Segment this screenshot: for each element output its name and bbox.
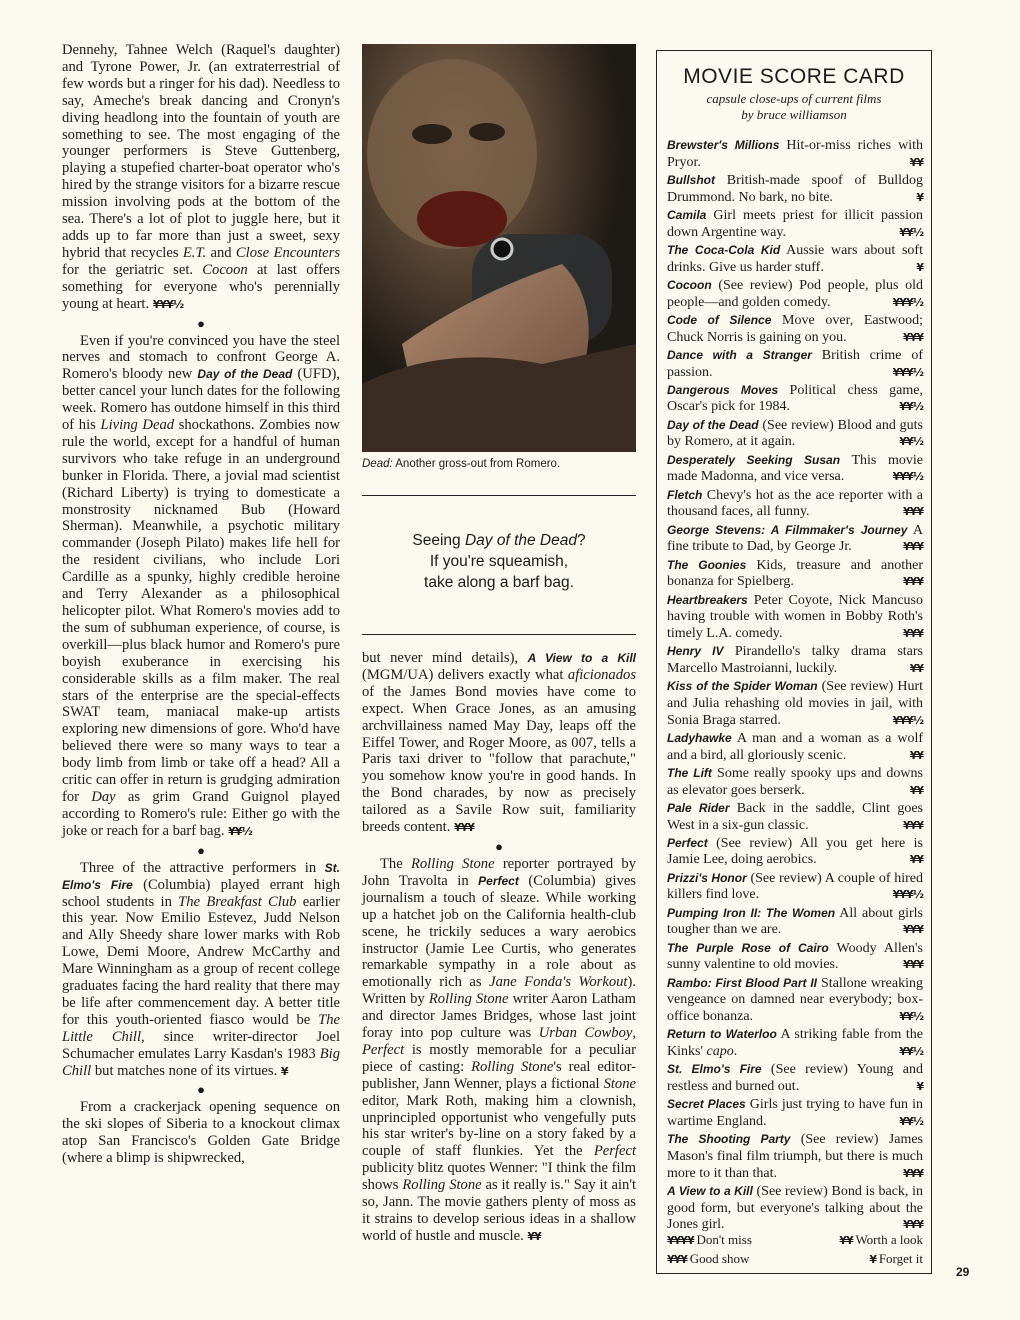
film-title: The Shooting Party [667,1132,791,1147]
star-rating: ¥ [916,190,923,204]
divider-line [362,495,636,496]
film-title: Fletch [667,487,703,502]
review-paragraph: Three of the attractive performers in St. Elmo's Fire (Columbia) played errant high school students in The Breakfast Club earlier this year. Now Emilio Estevez, Judd Nelson and Ally Sheedy share lower marks with Rob Lowe, Demi Moore, Andrew McCarthy and Mare Winningham as a group of recent college graduates facing the hard reality that there may be life after commencement day. A better title for this youth-oriented fiasco would be The Little Chill, since writer-director Joel Schumacher emulates Larry Kasdan's 1983 Big Chill but matches none of its virtues. ¥ [62,859,341,1079]
film-title: Heartbreakers [667,592,748,607]
film-title: Rambo: First Blood Part II [667,975,818,990]
score-card-entry: The Goonies Kids, treasure and another bonanza for Spielberg. ¥¥¥ [667,557,923,590]
star-rating: ¥¥¥½ [892,713,923,727]
star-rating: ¥¥ [909,155,923,169]
film-title: Dangerous Moves [667,382,779,397]
score-card-entry: The Lift Some really spooky ups and downs as elevator goes berserk. ¥¥ [667,765,923,798]
film-title: St. Elmo's Fire [62,860,340,892]
separator-dot: ● [495,838,503,854]
star-rating: ¥¥ [909,853,923,867]
score-card-entry: Secret Places Girls just trying to have fun in wartime England. ¥¥½ [667,1097,923,1129]
page-number: 29 [956,1265,970,1279]
film-title: Pale Rider [667,800,730,815]
star-rating: ¥¥¥ [903,1218,923,1232]
score-card-entry: Cocoon (See review) Pod people, plus old people—and golden comedy. ¥¥¥½ [667,277,923,310]
film-title: Return to Waterloo [667,1027,777,1042]
legend-item: ¥¥¥¥ Don't miss [667,1232,752,1247]
star-rating: ¥¥ [909,661,923,675]
star-rating: ¥¥¥ [903,1166,923,1180]
score-card-entry: Brewster's Millions Hit-or-miss riches with Pryor. ¥¥ [667,138,923,170]
film-title: A View to a Kill [667,1183,753,1198]
star-rating: ¥¥¥ [903,575,923,589]
star-rating: ¥¥¥ [903,505,923,519]
score-card-entry: The Coca-Cola Kid Aussie wars about soft drinks. Give us harder stuff. ¥ [667,242,923,275]
score-card-entry: Dance with a Stranger British crime of passion. ¥¥¥½ [667,347,923,380]
film-title: Camila [667,207,707,222]
article-column-1 [62,42,340,1169]
review-paragraph: The Rolling Stone reporter portrayed by John Travolta in Perfect (Columbia) gives journalism a touch of sleaze. While working up a hatchet job on the California health-club scene, he trickily seduces a wary aerobics instructor (Jamie Lee Curtis, who generates remarkable sympathy in a role about as emotionally rich as Jane Fonda's Workout). Written by Rolling Stone writer Aaron Latham and director James Bridges, whose last joint foray into pop culture was Urban Cowboy, Perfect is mostly memorable for a peculiar piece of casting: Rolling Stone's real editor-publisher, Jann Wenner, plays a fictional Stone editor, Mark Roth, making him a clownish, unprincipled opportunist who vengefully puts his star writer's by-line on a story faked by a couple of staff flunkies. Yet the Perfect publicity blitz quotes Wenner: "I think the film shows Rolling Stone as it really is." Say it ain't so, Jann. The movie gathers plenty of moss as it strains to develop serious ideas in a shallow world of hustle and muscle. ¥¥ [362,855,636,1244]
film-title: Ladyhawke [667,730,732,745]
star-rating: ¥¥½ [899,1010,923,1024]
score-card-entry: The Purple Rose of Cairo Woody Allen's sunny valentine to old movies. ¥¥¥ [667,940,923,973]
score-card-entry: Henry IV Pirandello's talky drama stars Marcello Mastroianni, luckily. ¥¥ [667,644,924,676]
star-rating: ¥¥¥ [903,958,923,972]
separator-dot: ● [197,842,205,858]
score-card-entry: Fletch Chevy's hot as the ace reporter with a thousand faces, all funny. ¥¥¥ [667,487,923,520]
score-card-entry: Ladyhawke A man and a woman as a wolf and a bird, all gloriously scenic. ¥¥ [667,730,923,763]
score-card-title: MOVIE SCORE CARD [683,65,905,88]
star-rating: ¥ [916,1079,923,1093]
star-rating: ¥¥¥ [903,540,923,554]
divider-line [362,634,636,635]
score-card-entry: Heartbreakers Peter Coyote, Nick Mancuso having trouble with women in Bobby Roth's timely L.A. comedy. ¥¥¥ [667,592,923,641]
star-rating: ¥¥½ [899,400,923,414]
score-card-entry: Bullshot British-made spoof of Bulldog Drummond. No bark, no bite. ¥ [667,172,923,205]
star-rating: ¥¥¥½ [892,888,923,902]
star-rating: ¥¥¥½ [892,295,923,309]
film-title: Bullshot [667,172,715,187]
star-rating: ¥¥½ [228,824,252,838]
article-column-2 [362,650,636,1248]
star-rating: ¥¥¥ [454,821,474,835]
score-card-entry: Return to Waterloo A striking fable from the Kinks' capo. ¥¥½ [667,1027,923,1059]
star-rating: ¥¥ [909,783,923,797]
zombie-photo-illustration [362,44,636,452]
star-rating: ¥¥¥½ [152,297,184,311]
star-rating: ¥¥¥ [903,626,923,640]
film-title: Perfect [667,835,708,850]
score-card-entry: Pale Rider Back in the saddle, Clint goes West in a six-gun classic. ¥¥¥ [667,800,923,833]
star-rating: ¥¥½ [899,1045,923,1058]
film-title: The Lift [667,765,712,780]
star-rating: ¥¥ [527,1229,541,1243]
film-title: Day of the Dead [667,417,759,432]
score-card-entry: George Stevens: A Filmmaker's Journey A fine tribute to Dad, by George Jr. ¥¥¥ [667,522,923,555]
score-card-entry: Pumping Iron II: The Women All about girls tougher than we are. ¥¥¥ [667,905,923,938]
star-rating: ¥¥¥½ [892,470,923,484]
review-paragraph: Even if you're convinced you have the steel nerves and stomach to confront George A. Romero's bloody new Day of the Dead (UFD), better cancel your lunch dates for the following week. Romero has outdone himself in this third of his Living Dead shockathons. Zombies now rule the world, except for a handful of human survivors who take refuge in an underground bunker in Florida. There, a jovial mad scientist (Richard Liberty) is trying to domesticate a monstrosity nicknamed Bub (Howard Sherman). Meanwhile, a psychotic military commander (Joseph Pilato) makes life hell for the resident civilians, who include Lori Cardille as a spunky, highly credible heroine and Terry Alexander as a philosophical helicopter pilot. What Romero's movies add to the sum of subhuman experience, of course, is overkill—plus black humor and Romero's pure boyish exuberance in exercising his considerable skills as a film maker. The real stars of the enterprise are the special-effects SWAT team, maniacal make-up artists exploring new dimensions of gore. Who'd have believed there were so many ways to tear a body limb from limb or take off a head? All a critic can offer in return is grudging admiration for Day as grim Grand Guignol played according to Romero's rule: Either go with the joke or reach for a barf bag. ¥¥½ [62,332,341,839]
film-title: Pumping Iron II: The Women [667,905,836,920]
score-card-entry: Prizzi's Honor (See review) A couple of hired killers find love. ¥¥¥½ [667,870,923,903]
film-title: George Stevens: A Filmmaker's Journey [667,522,908,537]
star-rating: ¥¥½ [899,1114,923,1128]
movie-still-photo [362,44,636,452]
star-rating: ¥¥½ [899,225,923,239]
film-title: Henry IV [667,644,724,659]
legend-item: ¥¥¥ Good show [667,1251,750,1266]
film-title: Kiss of the Spider Woman [667,679,818,694]
score-card-entry: Desperately Seeking Susan This movie made Madonna, and vice versa. ¥¥¥½ [667,452,923,485]
score-card-byline: by bruce williamson [741,107,847,122]
review-paragraph: Dennehy, Tahnee Welch (Raquel's daughter) and Tyrone Power, Jr. (an extraterrestrial of few words but a ringer for his dad). Needless to say, Ameche's break dancing and Cronyn's diving headlong into the fountain of youth are something to see. The most engaging of the younger performers is Steve Guttenberg, playing a stupefied charter-boat operator who's hired by the strange visitors for a bizarre rescue mission involving pods at the bottom of the sea. There's a lot of plot to juggle here, but it adds up to far more than just a sweet, sexy hybrid that recycles E.T. and Close Encounters for the geriatric set. Cocoon at last offers something for everyone who's perennially young at heart. ¥¥¥½ [62,42,341,312]
pull-quote: Seeing Day of the Dead? If you're squeamish, take along a barf bag. [412,532,586,591]
film-title: Desperately Seeking Susan [667,452,841,467]
film-title: Brewster's Millions [667,138,780,152]
score-card-entry: Day of the Dead (See review) Blood and guts by Romero, at it again. ¥¥½ [667,417,923,450]
separator-dot: ● [197,1082,205,1098]
film-title: St. Elmo's Fire [667,1062,762,1077]
film-title: Perfect [478,873,519,888]
film-title: Cocoon [667,277,712,292]
photo-caption: Dead: Another gross-out from Romero. [362,458,561,470]
movie-score-card [656,50,932,1274]
score-card-entry: St. Elmo's Fire (See review) Young and restless and burned out. ¥ [667,1062,924,1094]
legend-item: ¥ Forget it [869,1251,923,1266]
film-title: A View to a Kill [527,651,636,665]
score-card-entry: Code of Silence Move over, Eastwood; Chuck Norris is gaining on you. ¥¥¥ [667,312,923,345]
film-title: Code of Silence [667,312,772,327]
score-card-entry: The Shooting Party (See review) James Mason's final film triumph, but there is much more to it than that. ¥¥¥ [667,1132,923,1181]
film-title: The Goonies [667,557,747,572]
review-paragraph: but never mind details), A View to a Kill (MGM/UA) delivers exactly what aficionados of the James Bond movies have come to expect. When Grace Jones, as an amusing archvillainess named May Day, leaps off the Eiffel Tower, and Roger Moore, as 007, tells a Paris taxi driver to "follow that parachute," you somehow know you're in good hands. In the Bond charades, by now as precisely tailored as a Savile Row suit, familiarity breeds content. ¥¥¥ [362,650,636,836]
film-title: The Purple Rose of Cairo [667,940,829,955]
film-title: The Coca-Cola Kid [667,242,781,257]
film-title: Day of the Dead [197,367,293,382]
film-title: Secret Places [667,1097,746,1112]
film-title: Prizzi's Honor [667,870,747,885]
legend-item: ¥¥ Worth a look [839,1232,923,1247]
score-card-subtitle: capsule close-ups of current films [706,91,882,106]
star-rating: ¥¥¥½ [892,365,923,379]
score-card-list [667,137,923,1235]
film-title: Dance with a Stranger [667,347,812,362]
star-rating: ¥¥¥ [903,330,923,344]
star-rating: ¥ [916,260,923,274]
separator-dot: ● [197,315,205,331]
star-rating: ¥ [280,1064,288,1078]
star-rating: ¥¥¥ [903,818,923,832]
star-rating: ¥¥½ [899,435,923,449]
score-card-entry: A View to a Kill (See review) Bond is back, in good form, but everyone's talking about the Jones girl. ¥¥¥ [667,1183,923,1233]
score-card-entry: Camila Girl meets priest for illicit passion down Argentine way. ¥¥½ [667,207,923,240]
score-card-entry: Kiss of the Spider Woman (See review) Hurt and Julia rehashing old movies in jail, with Sonia Braga starred. ¥¥¥½ [667,679,923,728]
score-card-entry: Dangerous Moves Political chess game, Oscar's pick for 1984. ¥¥½ [667,382,924,415]
score-card-entry: Rambo: First Blood Part II Stallone wreaking vengeance on damned near everybody; box-office bonanza. ¥¥½ [667,975,923,1025]
review-paragraph: From a crackerjack opening sequence on the ski slopes of Siberia to a knockout climax atop San Francisco's Golden Gate Bridge (where a blimp is shipwrecked, [62,1099,340,1167]
star-rating: ¥¥¥ [903,923,923,937]
star-rating: ¥¥ [909,748,923,762]
rating-legend [667,1231,923,1269]
score-card-entry: Perfect (See review) All you get here is Jamie Lee, doing aerobics. ¥¥ [667,835,923,868]
